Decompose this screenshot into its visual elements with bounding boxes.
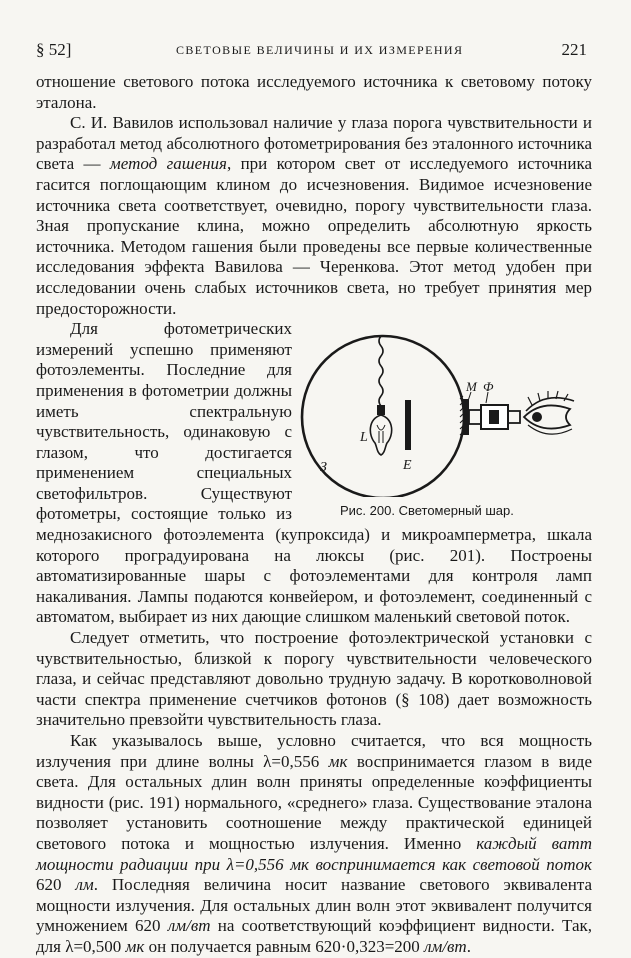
unit-micron-1: мк xyxy=(328,751,348,771)
lamp-filament xyxy=(377,425,385,443)
label-lamp: L xyxy=(360,430,368,446)
eyepiece xyxy=(508,411,520,423)
figure-caption: Рис. 200. Светомерный шар. xyxy=(340,502,514,518)
emphasized-definition: каждый ватт мощности радиации при λ=0,556 мк воспринимается как световой поток xyxy=(36,833,592,874)
lamp-socket xyxy=(377,405,385,415)
unit-lumen-per-watt-1: лм/вт xyxy=(167,916,211,936)
paragraph-5-text-a: Как указывалось выше, условно считается, что вся мощность излучения при длине волны λ=0,556 xyxy=(36,731,592,771)
paragraph-5-text-d: . Последняя величина носит название светового эквивалента мощности излучения. Для остальных длин волн этот эквивалент получится умножением 620 xyxy=(36,875,593,936)
paragraph-5-text-e: на соответствующий коэффициент видности. Так, для λ=0,500 xyxy=(36,916,592,956)
unit-lumen: лм xyxy=(75,875,94,895)
paragraph-5-text-c: 620 xyxy=(36,875,76,895)
body-text xyxy=(36,72,592,958)
paragraph-2 xyxy=(36,113,592,319)
lamp-cord xyxy=(379,336,383,406)
unit-lumen-per-watt-2: лм/вт xyxy=(424,936,467,956)
label-sphere: З xyxy=(320,460,327,476)
label-window: М xyxy=(466,379,477,395)
running-title: СВЕТОВЫЕ ВЕЛИЧИНЫ И ИХ ИЗМЕРЕНИЯ xyxy=(176,43,464,57)
paragraph-5-text-f: он получается равным 620·0,323=200 xyxy=(144,936,425,956)
photometric-sphere-diagram xyxy=(300,319,598,497)
paragraph-4: Следует отметить, что построение фотоэлектрической установки с чувствительностью, близкой к порогу чувствительности человеческого глаза, и сейчас представляют довольно трудную задачу. В коротковолновой части спектра применение счетчиков фотонов (§ 108) дает возможность значительно превзойти чувствительность глаза. xyxy=(36,628,592,730)
running-header xyxy=(36,40,595,64)
page-number: 221 xyxy=(561,40,587,59)
lamp-bulb xyxy=(370,415,391,455)
eyepiece-coupling xyxy=(469,410,481,424)
section-reference: § 52] xyxy=(36,40,72,59)
filter xyxy=(489,410,499,424)
paragraph-1: отношение светового потока исследуемого источника к световому потоку эталона. xyxy=(36,72,592,112)
paragraph-2-text-a: С. И. Вавилов использовал наличие у глаза порога чувствительности и разработал метод абсолютного фотометрирования без эталонного источника света — xyxy=(36,113,592,174)
paragraph-5 xyxy=(36,731,592,958)
paragraph-5-text-b: воспринимается глазом в виде света. Для остальных длин волн приняты определенные коэффициенты видности (рис. 191) нормального, «среднего» глаза. Существование эталона позволяет установить соотношение между практической единицей светового потока и мощностью излучения. Именно xyxy=(36,751,592,853)
label-screen: E xyxy=(403,458,412,474)
paragraph-5-text-g: . xyxy=(466,936,471,956)
term-extinction-method: метод гашения xyxy=(109,154,227,174)
unit-micron-2: мк xyxy=(125,936,145,956)
paragraph-3: Для фотометрических измерений успешно применяют фотоэлементы. Последние для применения в фотометрии должны иметь спектральную чувствительность, одинаковую с глазом, что достигается применением специальных светофильтров. Существуют фотометры, состоящие только из меднозакисного фотоэлемента (купроксида) и микроамперметра, шкала которого проградуирована на люксы (рис. 201). Построены автоматизированные шары с фотоэлементами для контроля ламп накаливания. Лампы подаются конвейером, и фотоэлемент, соединенный с автоматом, выбирает из них дающие слишком маленький световой поток. xyxy=(36,319,592,627)
paragraph-2-text-b: , при котором свет от исследуемого источника гасится поглощающим клином до исчезновения. Видимое исчезновение источника света соответствует, очевидно, порогу чувствительности глаза. Зная пропускание клина, можно определить абсолютную яркость источника. Методом гашения были проведены все первые количественные исследования эффекта Вавилова — Черенкова. Этот метод удобен при исследовании очень слабых источников света, но требует принятия мер предосторожности. xyxy=(36,154,592,318)
figure-200 xyxy=(300,319,598,521)
label-filter: Ф xyxy=(483,379,494,395)
eye-icon xyxy=(524,391,574,434)
shield-screen xyxy=(405,400,411,450)
